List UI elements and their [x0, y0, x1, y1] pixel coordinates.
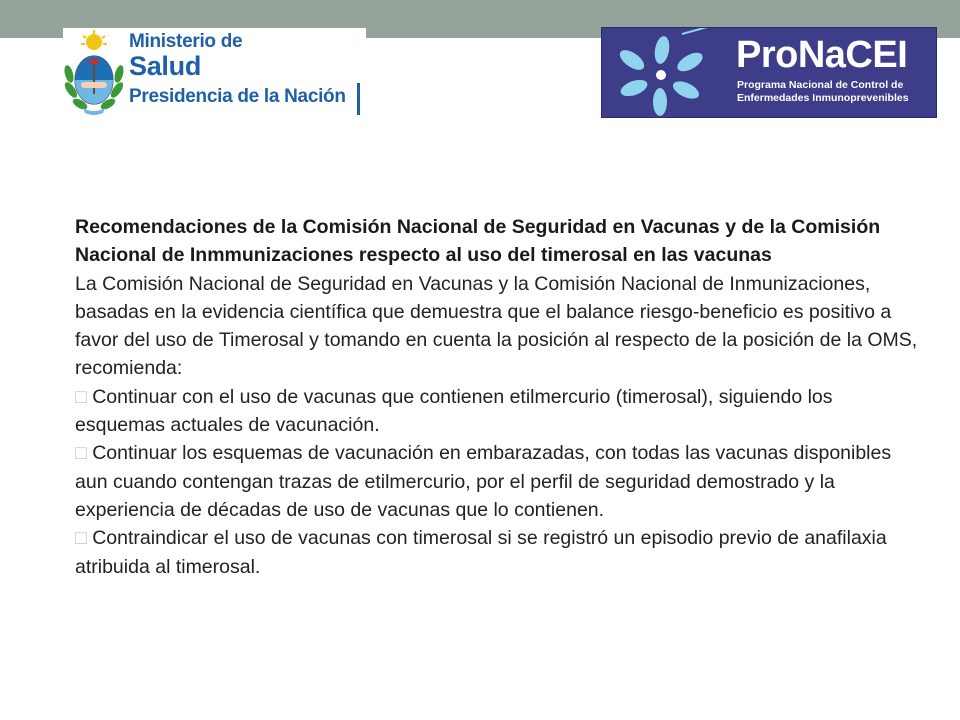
pronacei-title: ProNaCEI: [736, 34, 908, 76]
recommendation-text: Contraindicar el uso de vacunas con timerosal si se registró un episodio previo de anafilaxia atribuida al timerosal.: [75, 527, 887, 578]
presidencia-label: Presidencia de la Nación: [129, 86, 346, 107]
pronacei-subtitle-line2: Enfermedades Inmunoprevenibles: [737, 92, 909, 104]
recommendation-text: Continuar con el uso de vacunas que contienen etilmercurio (timerosal), siguiendo los esquemas actuales de vacunación.: [75, 385, 833, 437]
logo-divider-bar: [357, 83, 360, 115]
document-intro: La Comisión Nacional de Seguridad en Vacunas y la Comisión Nacional de Inmunizaciones, basadas en la evidencia científica que demuestra que el balance riesgo-beneficio es positivo a favor del uso de Timerosal y tomando en cuenta la posición al respecto de la posición de la OMS, recomienda:: [75, 272, 918, 380]
pronacei-subtitle-line1: Programa Nacional de Control de: [737, 79, 904, 91]
bullet-box-icon: □: [75, 527, 87, 550]
recommendation-item: [75, 383, 925, 440]
pronacei-flower-icon: [602, 28, 736, 118]
salud-label: Salud: [129, 51, 202, 81]
document-heading: Recomendaciones de la Comisión Nacional de Seguridad en Vacunas y de la Comisión Nacional de Inmmunizaciones respecto al uso del timerosal en las vacunas: [75, 216, 881, 267]
document-body: [75, 213, 925, 581]
ministerio-label: Ministerio de: [129, 31, 243, 52]
ministerio-salud-logo: [63, 28, 366, 117]
recommendation-item: [75, 439, 925, 524]
pronacei-logo: [601, 27, 937, 118]
bullet-box-icon: □: [75, 442, 87, 465]
argentina-coat-of-arms-icon: [63, 28, 129, 117]
recommendation-text: Continuar los esquemas de vacunación en embarazadas, con todas las vacunas disponibles aun cuando contengan trazas de etilmercurio, por el perfil de seguridad demostrado y la experiencia de décadas de uso de vacunas que lo contienen.: [75, 442, 892, 521]
recommendation-item: [75, 524, 925, 581]
bullet-box-icon: □: [75, 385, 87, 408]
